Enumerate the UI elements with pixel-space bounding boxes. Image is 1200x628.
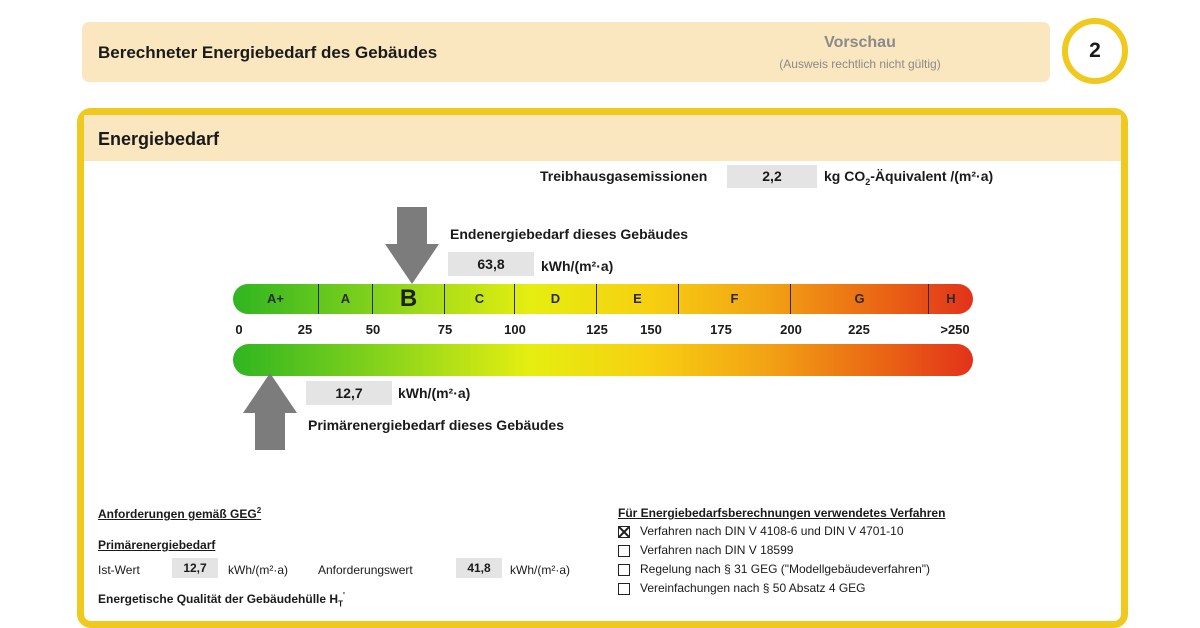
- ghg-value: 2,2: [727, 165, 817, 188]
- actual-value-label: Ist-Wert: [98, 563, 140, 577]
- envelope-quality-text: Energetische Qualität der Gebäudehülle H: [98, 592, 339, 606]
- scale-tick-label: 0: [235, 322, 243, 337]
- procedure-checkbox[interactable]: [618, 526, 630, 538]
- scale-tick-label: 175: [710, 322, 732, 337]
- primary-energy-unit: kWh/(m²·a): [398, 385, 471, 401]
- efficiency-class-scale: [233, 284, 973, 314]
- preview-note: (Ausweis rechtlich nicht gültig): [779, 57, 941, 71]
- class-d: D: [515, 284, 597, 314]
- scale-tick-label: 225: [848, 322, 870, 337]
- procedure-checkbox[interactable]: [618, 583, 630, 595]
- class-a: A: [319, 284, 373, 314]
- page-title: Berechneter Energiebedarf des Gebäudes: [98, 43, 438, 62]
- requirements-heading-text: Anforderungen gemäß GEG: [98, 507, 257, 521]
- scale-ticks: [233, 322, 973, 338]
- envelope-quality-sup: ': [342, 591, 345, 600]
- required-value-label: Anforderungswert: [318, 563, 413, 577]
- ghg-unit-suffix: -Äquivalent /(m²·a): [870, 168, 994, 184]
- scale-tick-label: 100: [504, 322, 526, 337]
- class-e: E: [597, 284, 679, 314]
- scale-tick-label: >250: [940, 322, 970, 337]
- end-energy-arrow-icon: [385, 207, 439, 284]
- panel-header: [84, 115, 1121, 161]
- primary-energy-arrow-icon: [243, 373, 297, 450]
- class-f: F: [679, 284, 791, 314]
- procedure-checkbox[interactable]: [618, 564, 630, 576]
- procedure-option-label: Verfahren nach DIN V 4108-6 und DIN V 4701-10: [640, 524, 904, 538]
- preview-title: Vorschau: [824, 34, 896, 51]
- procedure-option-label: Vereinfachungen nach § 50 Absatz 4 GEG: [640, 581, 866, 595]
- primary-energy-value: 12,7: [306, 381, 392, 405]
- class-h: H: [946, 291, 956, 306]
- class-b: B: [373, 284, 445, 314]
- page-number-badge: 2: [1062, 18, 1128, 84]
- scale-tick-label: 200: [780, 322, 802, 337]
- required-value: 41,8: [456, 558, 502, 578]
- required-value-unit: kWh/(m²·a): [510, 563, 570, 577]
- class-c: C: [445, 284, 515, 314]
- envelope-quality-label: [98, 591, 345, 608]
- ghg-unit: [824, 168, 993, 187]
- requirements-heading: [98, 506, 261, 521]
- envelope-quality-sub: T: [338, 599, 343, 609]
- class-a-plus: A+: [233, 284, 319, 314]
- ghg-unit-prefix: kg CO: [824, 168, 866, 184]
- end-energy-unit: kWh/(m²·a): [541, 258, 614, 274]
- procedure-checkbox[interactable]: [618, 545, 630, 557]
- class-g: G: [791, 284, 929, 314]
- end-energy-label: Endenergiebedarf dieses Gebäudes: [450, 226, 689, 242]
- scale-tick-label: 25: [297, 322, 313, 337]
- primary-energy-label: Primärenergiebedarf dieses Gebäudes: [308, 417, 564, 433]
- scale-tick-label: 75: [437, 322, 453, 337]
- actual-value: 12,7: [172, 558, 218, 578]
- header-bar: [82, 22, 1050, 82]
- preview-notice: [742, 34, 978, 71]
- primary-energy-gradient-bar: [233, 344, 973, 376]
- ghg-unit-sub: 2: [865, 176, 871, 187]
- scale-tick-label: 125: [586, 322, 608, 337]
- procedure-option-label: Verfahren nach DIN V 18599: [640, 543, 794, 557]
- scale-tick-label: 150: [640, 322, 662, 337]
- ghg-label: Treibhausgasemissionen: [540, 168, 708, 184]
- procedure-option-label: Regelung nach § 31 GEG ("Modellgebäudeverfahren"): [640, 562, 931, 576]
- actual-value-unit: kWh/(m²·a): [228, 563, 288, 577]
- requirements-heading-sup: 2: [256, 506, 262, 515]
- panel-title: Energiebedarf: [98, 129, 220, 149]
- primary-requirements-heading: Primärenergiebedarf: [98, 538, 216, 552]
- end-energy-value: 63,8: [448, 252, 534, 276]
- procedure-heading: Für Energiebedarfsberechnungen verwendetes Verfahren: [618, 506, 946, 520]
- scale-tick-label: 50: [365, 322, 381, 337]
